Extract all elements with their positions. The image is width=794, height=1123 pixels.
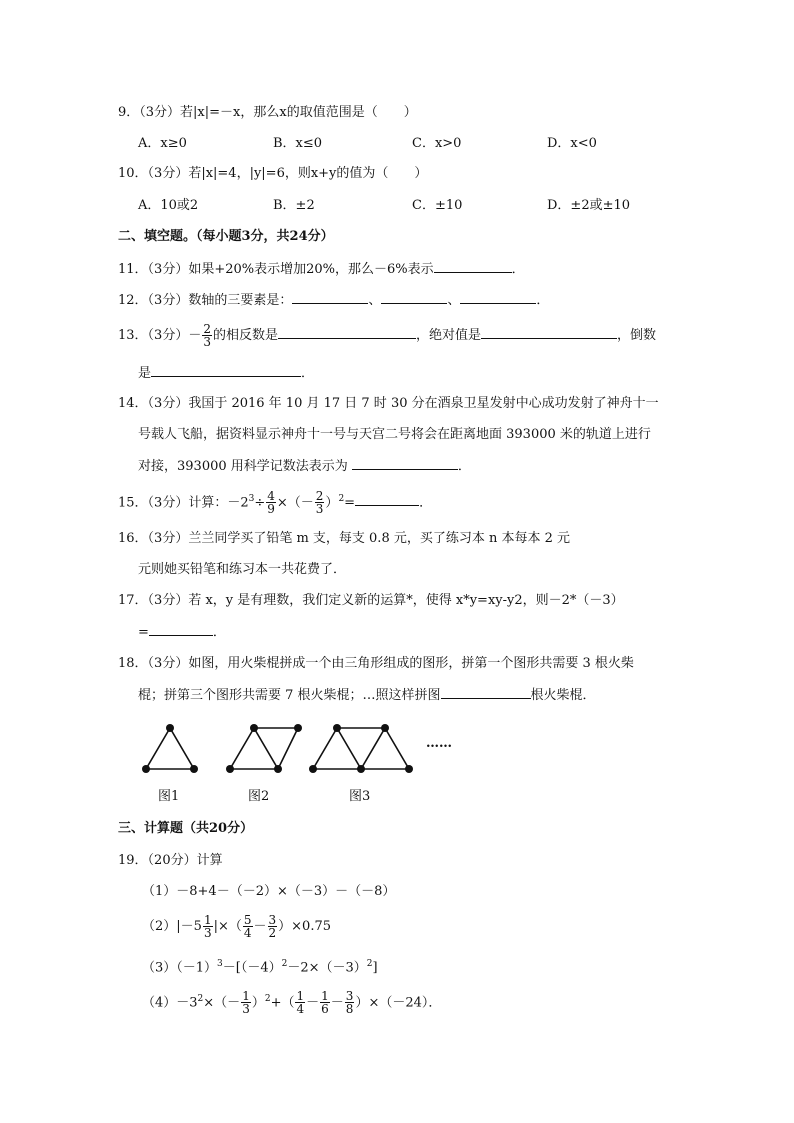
q19p4-minus-2: － [330,995,344,1011]
q19p2-post: ）×0.75 [278,919,331,934]
question-19-title: 19．（20分）计算 [118,853,223,868]
q19p4-frac-b [295,990,305,1015]
q19p3-exp2: 2 [281,959,288,969]
q19p2-num-c: 3 [268,913,277,927]
figure-2-dots [226,724,302,773]
q19p2-frac-c [268,914,278,939]
q11-period: ． [511,262,525,277]
q15-div: ÷ [254,495,266,511]
q13-neg: － [188,328,202,343]
q12-sep-2: 、 [447,293,461,308]
q19p3-exp3: 2 [366,959,373,969]
q10-option-d: D．±2或±10 [547,198,631,213]
q19-part-3 [142,955,378,977]
q19p2-den-c: 2 [268,926,277,940]
q14-period: ． [457,459,471,474]
figure-1-triangle [146,728,194,769]
q19p2-mid: |×（ [213,919,242,934]
question-14-line2: 号载人飞船，据资料显示神舟十一号与天宫二号将会在距离地面 393000 米的轨道上进行 [138,427,651,442]
q17-eq: = [138,625,149,640]
question-17-line1: 17．（3分）若 x，y 是有理数，我们定义新的运算*，使得 x*y=xy-y2，则－2*（－3） [118,593,624,608]
q15-exp2: 2 [338,494,345,504]
q13-reciprocal-text: ，倒数 [617,328,657,343]
q19p4-den-a: 3 [242,1002,250,1017]
q15-exp1: 3 [248,494,255,504]
section-heading-fill-in: 二、填空题。（每小题3分，共24分） [118,229,334,244]
q12-text: 12．（3分）数轴的三要素是： [118,293,293,308]
q19p3-pre: （3）（－1） [142,960,218,976]
q12-period: ． [536,293,550,308]
q19p3-mid: －[（－4） [222,960,282,976]
q19p4-pre: （4）－3 [142,995,198,1011]
figure-ellipsis: …… [426,736,452,751]
q19p4-den-d: 8 [345,1002,354,1017]
q11-text: 11．（3分）如果+20%表示增加20%，那么－6%表示 [118,262,434,277]
q18-text: 棍；拼第三个图形共需要 7 根火柴棍；…照这样拼图 [138,688,441,703]
q19p3-mid2: －2×（－3） [287,960,367,976]
q17-period: ． [212,625,226,640]
question-16-line2: 元则她买铅笔和练习本一共花费了． [138,562,347,577]
q13-numerator: 2 [203,322,211,336]
q19p4-minus-1: － [306,995,320,1011]
q15-den2: 3 [315,502,324,517]
q10-option-a: A．10或2 [138,198,199,213]
q13-shi: 是 [138,366,152,381]
section-heading-calculation: 三、计算题（共20分） [118,821,254,836]
q9-option-a: A．x≥0 [138,136,187,151]
q15-den1: 9 [267,502,275,517]
q19p2-frac-a [203,914,213,939]
q19-part-2 [142,912,331,942]
q13-denominator: 3 [203,335,211,349]
q10-option-b: B．±2 [273,198,315,213]
q19p4-exp2: 2 [264,994,271,1004]
q19p2-frac-b [243,914,253,939]
figure-2-label: 图2 [248,789,270,804]
q19p2-minus: － [253,919,267,934]
question-16-line1: 16．（3分）兰兰同学买了铅笔 m 支，每支 0.8 元，买了练习本 n 本每本 2 元 [118,531,571,546]
q19p2-den-a: 3 [203,926,212,940]
q18-text-end: 根火柴棍． [530,688,596,703]
q19p4-post: ）×（－24）． [355,995,442,1011]
q10-option-c: C．±10 [412,198,463,213]
q12-sep-1: 、 [368,293,382,308]
q15-times: ×（－ [276,495,314,511]
question-10: 10．（3分）若|x|=4，|y|=6，则x+y的值为（ ） [118,166,428,181]
q15-close: ） [325,495,339,511]
question-14-line1: 14．（3分）我国于 2016 年 10 月 17 日 7 时 30 分在酒泉卫星发射中心成功发射了神舟十一 [118,396,659,411]
q15-num2: 2 [315,489,324,504]
q19-part-4 [142,983,441,1019]
q9-option-d: D．x<0 [547,136,597,151]
figure-1-dots [142,724,198,773]
q13-opposite-text: 的相反数是 [212,328,278,343]
q13-abs-text: ，绝对值是 [416,328,482,343]
q19p2-pre: （2）|－5 [142,919,202,934]
q19p3-exp1: 3 [217,959,223,969]
q15-text: 15．（3分）计算：－2 [118,495,249,511]
q13-label: 13．（3分） [118,328,189,343]
q19p4-frac-c [320,990,330,1015]
q19p4-plus: +（ [270,995,295,1011]
q19p4-num-d: 3 [345,989,354,1004]
q19p4-frac-d [345,990,355,1015]
q9-option-c: C．x>0 [412,136,462,151]
q15-eq: = [344,495,356,511]
q13-period: ． [301,366,315,381]
q19p4-den-c: 6 [321,1002,329,1017]
figure-3-label: 图3 [349,789,371,804]
q19p4-num-c: 1 [321,989,329,1004]
q19p2-den-b: 4 [243,926,252,940]
q19p4-mid: ×（－ [203,995,241,1011]
q19p4-num-b: 1 [296,989,305,1004]
q19p2-num-b: 5 [243,913,252,927]
q19p4-mid2: ） [251,995,265,1011]
q19p4-den-b: 4 [296,1002,305,1017]
q9-option-b: B．x≤0 [273,136,323,151]
q19p3-post: ] [372,960,378,976]
q15-period: ． [419,495,433,511]
q19p4-num-a: 1 [242,989,250,1004]
question-9: 9．（3分）若|x|=－x，那么x的取值范围是（ ） [118,105,417,120]
q15-num1: 4 [267,489,275,504]
q14-text: 对接，393000 用科学记数法表示为 [138,459,348,474]
q19-part-1: （1）－8+4－（－2）×（－3）－（－8） [142,884,396,899]
figure-3-triangles [313,728,409,769]
q19p4-exp1: 2 [197,994,204,1004]
q19p4-frac-a [241,990,251,1015]
figure-2-triangles [230,728,298,769]
question-18-line1: 18．（3分）如图，用火柴棍拼成一个由三角形组成的图形，拼第一个图形共需要 3 根火柴 [118,656,634,671]
figure-1-label: 图1 [158,789,180,804]
q19p2-num-a: 1 [203,913,212,927]
